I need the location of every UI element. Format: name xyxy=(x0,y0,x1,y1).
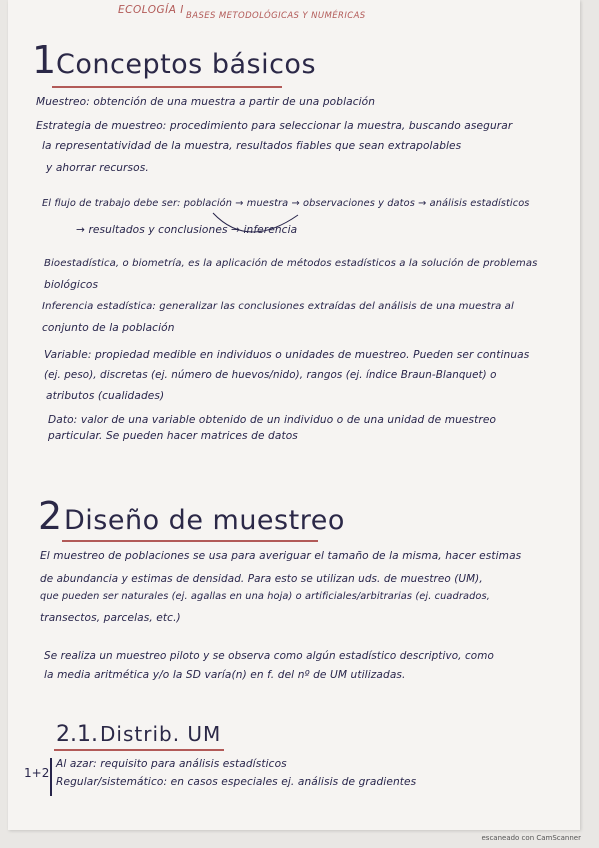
s1-line: Dato: valor de una variable obtenido de un individuo o de una unidad de muestreo xyxy=(48,414,497,426)
s1-line: Estrategia de muestreo: procedimiento para seleccionar la muestra, buscando asegurar xyxy=(36,120,513,132)
section2-underline xyxy=(62,540,318,542)
s1-line: Muestreo: obtención de una muestra a partir de una población xyxy=(36,96,376,108)
s1-line: (ej. peso), discretas (ej. número de huevos/nido), rangos (ej. índice Braun-Blanquet) o xyxy=(44,369,497,381)
s2-line: transectos, parcelas, etc.) xyxy=(40,612,181,624)
s1-line: Bioestadística, o biometría, es la aplicación de métodos estadísticos a la solución de problemas xyxy=(44,258,538,269)
s1-line: la representatividad de la muestra, resultados fiables que sean extrapolables xyxy=(42,140,462,152)
subject-subtitle: BASES METODOLÓGICAS Y NUMÉRICAS xyxy=(186,11,366,21)
s2-line: El muestreo de poblaciones se usa para averiguar el tamaño de la misma, hacer estimas xyxy=(40,550,522,562)
section21-underline xyxy=(54,749,224,751)
subject-title: ECOLOGÍA I xyxy=(118,4,184,16)
section21-title: Distrib. UM xyxy=(100,722,222,746)
s1-line: → resultados y conclusiones → inferencia xyxy=(76,224,298,236)
side-label: 1+2 xyxy=(24,766,50,780)
bullet-brace xyxy=(50,758,52,796)
s2-line: de abundancia y estimas de densidad. Para esto se utilizan uds. de muestreo (UM), xyxy=(40,573,483,585)
notebook-page xyxy=(8,0,580,830)
s1-line: conjunto de la población xyxy=(42,322,175,334)
section2-number: 2 xyxy=(38,494,62,538)
s1-line: Inferencia estadística: generalizar las conclusiones extraídas del análisis de una muestra al xyxy=(42,301,514,312)
s2-line: que pueden ser naturales (ej. agallas en una hoja) o artificiales/arbitrarias (ej. cuadrados, xyxy=(40,591,490,602)
s1-line: Variable: propiedad medible en individuos o unidades de muestreo. Pueden ser continuas xyxy=(44,349,530,361)
bullet-item: Regular/sistemático: en casos especiales ej. análisis de gradientes xyxy=(56,776,417,788)
s2-line: la media aritmética y/o la SD varía(n) en f. del nº de UM utilizadas. xyxy=(44,669,406,681)
s1-line: atributos (cualidades) xyxy=(46,390,165,402)
section1-underline xyxy=(52,86,282,88)
scanner-watermark: escaneado con CamScanner xyxy=(481,834,581,842)
s1-line: biológicos xyxy=(44,279,99,291)
section2-title: Diseño de muestreo xyxy=(64,505,345,536)
inference-arc xyxy=(208,205,318,245)
s1-line: y ahorrar recursos. xyxy=(46,162,149,174)
section21-number: 2.1. xyxy=(56,722,98,747)
s1-line: El flujo de trabajo debe ser: población → muestra → observaciones y datos → análisis estadísticos xyxy=(42,198,530,209)
s1-line: particular. Se pueden hacer matrices de datos xyxy=(48,430,298,442)
bullet-item: Al azar: requisito para análisis estadísticos xyxy=(56,758,287,770)
section1-number: 1 xyxy=(32,38,56,82)
section1-title: Conceptos básicos xyxy=(56,49,317,80)
s2-line: Se realiza un muestreo piloto y se observa como algún estadístico descriptivo, como xyxy=(44,650,494,662)
